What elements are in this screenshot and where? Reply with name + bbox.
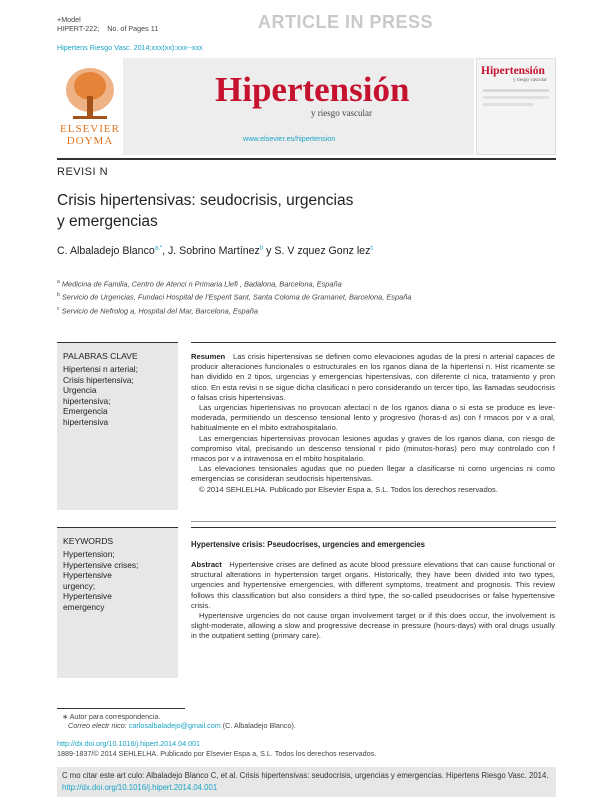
doi-link[interactable]: http://dx.doi.org/10.1016/j.hipert.2014.04.001 — [57, 739, 201, 748]
affiliation-item: $^a$ Medicina de Familia, Centro de Atenci n Primaria Llefi , Badalona, Barcelona, España — [57, 279, 342, 289]
resumen-label: Resumen — [191, 352, 226, 361]
abstract-paragraph: Abstract Hypertensive crises are defined as acute blood pressure elevations that can cause functional or structural alterations in hypertension target organs. Historically, they have been divided into two types, urgencies and hypertensive emergencies, with different symptoms, treatment and prognosis. This review follows this classification but also considers a third type, the so-called pseudocrises or false hypertensive crisis. — [191, 560, 555, 610]
keywords-list-en — [63, 549, 175, 613]
author-affiliation-mark[interactable]: b — [259, 245, 264, 252]
cite-text: C mo citar este art culo: Albaladejo Blanco C, et al. Crisis hipertensivas: seudocrisis, urgencias y emergencias. Hipertens Riesgo Vasc. 2014. http://dx.doi.org/10.1016/j.hipert.2014.04.001 — [62, 771, 549, 792]
email-name: (C. Albaladejo Blanco). — [222, 721, 296, 730]
keyword: urgency; — [63, 580, 96, 591]
article-title — [57, 190, 353, 232]
panel-rule — [57, 527, 178, 528]
model-label: +Model — [57, 15, 81, 24]
cover-title: Hipertensión — [481, 65, 545, 77]
page-count: No. of Pages 11 — [107, 24, 159, 33]
resumen-paragraph: Las urgencias hipertensivas no provocan afectaci n de los rganos diana o si esta se produce es leve-moderada, permitiendo un descenso tensional lento y progresivo (horas-d as) con f rmacos por v a oral, habitualmente en el mbito extrahospitalario. — [191, 403, 555, 433]
keyword: emergency — [63, 601, 105, 612]
email-line — [68, 721, 296, 730]
publisher-line1: ELSEVIER — [60, 123, 120, 135]
journal-subtitle: y riesgo vascular — [311, 108, 372, 118]
citation-link[interactable]: Hipertens Riesgo Vasc. 2014;xxx(xx):xxx--xxx — [57, 43, 203, 52]
affiliations — [57, 277, 411, 317]
keyword: Hipertensi n arterial; — [63, 364, 138, 374]
english-title: Hypertensive crisis: Pseudocrises, urgencies and emergencies — [191, 540, 426, 549]
keyword: Urgencia — [63, 385, 97, 396]
abstract-paragraph: Hypertensive urgencies do not cause organ involvement target or if this does occur, the involvement is slight-moderate, allowing a slow and progressive decrease in pressure (hours-days) with oral drugs usually in the outpatient setting (primary care). — [191, 611, 555, 641]
corresponding-author: ∗ Autor para correspondencia. — [62, 712, 161, 721]
resumen-rule-bottom — [191, 521, 556, 522]
article-in-press: ARTICLE IN PRESS — [258, 12, 434, 32]
keyword: Hypertensive — [63, 570, 112, 581]
keyword: Hypertensive — [63, 591, 112, 602]
keyword: hipertensiva — [63, 416, 109, 427]
article-ref — [57, 24, 158, 33]
email-label: Correo electr nico: — [68, 721, 127, 730]
footnote-rule — [57, 708, 185, 709]
keyword: Hypertension; — [63, 549, 115, 559]
author-affiliation-mark[interactable]: c — [370, 245, 374, 252]
author-name: y S. V zquez Gonz lez — [263, 245, 371, 257]
author-name: , J. Sobrino Martínez — [162, 245, 260, 257]
resumen — [191, 352, 555, 495]
publisher-name — [57, 123, 123, 147]
header-rule — [57, 158, 556, 160]
affiliation-item: $^c$ Servicio de Nefrolog a, Hospital del Mar, Barcelona, España — [57, 305, 258, 315]
journal-url[interactable]: www.elsevier.es/hipertension — [243, 134, 336, 143]
keyword: Emergencia — [63, 406, 108, 417]
ref-code: HIPERT-222; — [57, 24, 100, 33]
article-type: REVISI N — [57, 166, 109, 178]
journal-cover — [476, 58, 556, 155]
keyword: hipertensiva; — [63, 395, 111, 406]
panel-rule — [57, 342, 178, 343]
abstract — [191, 560, 555, 642]
keywords-heading-en: KEYWORDS — [63, 536, 114, 546]
cover-line — [483, 103, 533, 106]
keyword: Hypertensive crises; — [63, 559, 139, 570]
affiliation-item: $^b$ Servicio de Urgencias, Fundaci Hospital de l’Esperit Sant, Santa Coloma de Gramanet, Barcelona, España — [57, 292, 412, 302]
title-line1: Crisis hipertensivas: seudocrisis, urgencias — [57, 192, 354, 209]
title-line2: y emergencias — [57, 213, 158, 230]
cover-line — [483, 96, 549, 99]
author-name: C. Albaladejo Blanco — [57, 245, 155, 257]
journal-title: Hipertensión — [215, 70, 410, 109]
resumen-copyright: © 2014 SEHLELHA. Publicado por Elsevier Espa a, S.L. Todos los derechos reservados. — [199, 484, 498, 494]
keywords-list-es — [63, 364, 175, 428]
author-list — [57, 245, 373, 257]
abstract-rule-top — [191, 527, 556, 528]
keywords-heading-es: PALABRAS CLAVE — [63, 351, 138, 361]
resumen-paragraph: Resumen Las crisis hipertensivas se definen como elevaciones agudas de la presi n arterial capaces de producir alteraciones funcionales o estructurales en los rganos diana de la hipertensi n. Hist ricamente se han dividido en 2 tipos, urgencias y emergencias hipertensivas, con diferente cl nica, tratamiento y pron stico. En esta revisi n se sigue dicha clasificaci n pero considerando un tercer tipo, las llamadas seudocrisis o falsas crisis hipertensivas. — [191, 352, 555, 402]
cover-line — [483, 89, 549, 92]
issn-line: 1889-1837/© 2014 SEHLELHA. Publicado por Elsevier Espa a, S.L. Todos los derechos reservados. — [57, 749, 377, 758]
cover-subtitle: y riesgo vascular — [513, 78, 547, 83]
author-affiliation-mark[interactable]: a,* — [154, 245, 163, 252]
resumen-paragraph: Las elevaciones tensionales agudas que no pueden llegar a clasificarse ni como urgencias ni como emergencias se consideran seudocrisis hipertensivas. — [191, 464, 555, 484]
publisher-line2: DOYMA — [66, 135, 114, 147]
resumen-rule-top — [191, 342, 556, 343]
email-link[interactable]: carlosalbaladejo@gmail.com — [128, 721, 221, 730]
abstract-label: Abstract — [191, 560, 222, 569]
cite-doi-link[interactable]: http://dx.doi.org/10.1016/j.hipert.2014.04.001 — [62, 783, 218, 792]
keyword: Crisis hipertensiva; — [63, 374, 134, 385]
resumen-paragraph: Las emergencias hipertensivas provocan lesiones agudas y graves de los rganos diana, con riesgo de compromiso vital, precisando un descenso tensional r pido (minutos-horas) pero muy controlado con f rmacos por v a intravenosa en el mbito hospitalario. — [191, 433, 555, 464]
